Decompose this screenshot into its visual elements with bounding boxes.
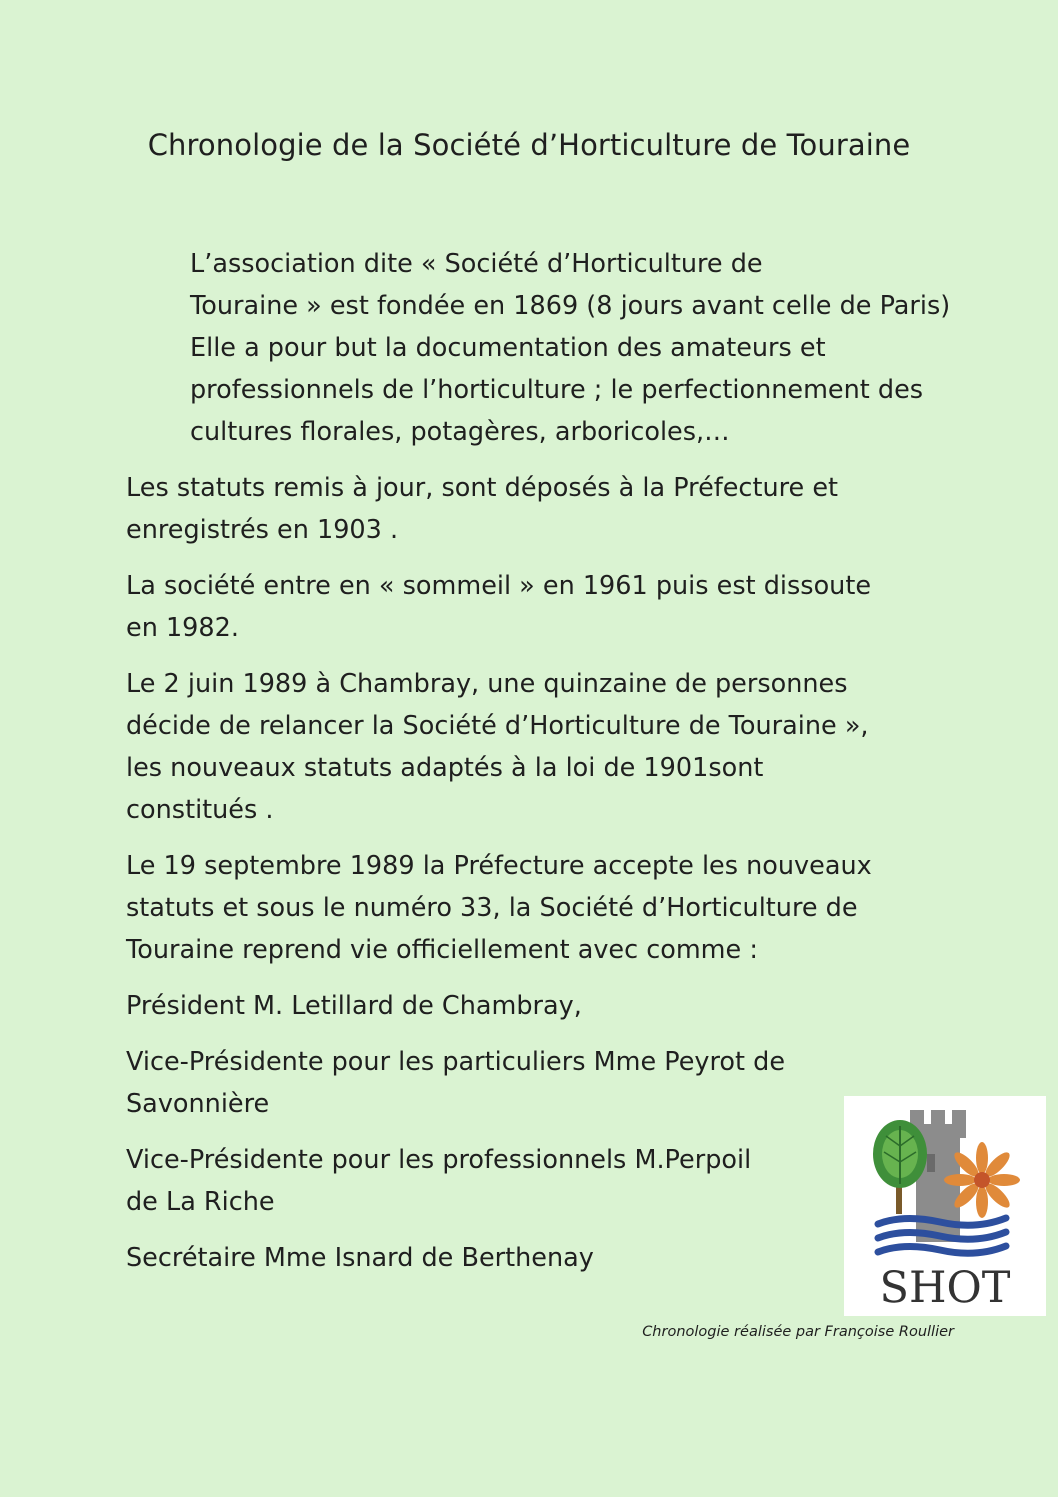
paragraph-line: La société entre en « sommeil » en 1961 puis est dissoute — [126, 571, 872, 601]
paragraph — [126, 243, 951, 453]
paragraph-line: Savonnière — [126, 1089, 270, 1119]
water-waves-icon — [878, 1218, 1006, 1253]
logo-text: SHOT — [879, 1263, 1011, 1313]
paragraph-line: Le 19 septembre 1989 la Préfecture accepte les nouveaux — [126, 851, 872, 881]
shot-logo — [844, 1096, 1046, 1316]
paragraph-line: Président M. Letillard de Chambray, — [126, 991, 582, 1021]
paragraph-line: enregistrés en 1903 . — [126, 515, 399, 545]
paragraph-line: Le 2 juin 1989 à Chambray, une quinzaine de personnes — [126, 669, 848, 699]
paragraph-line: décide de relancer la Société d’Horticulture de Touraine », — [126, 711, 869, 741]
paragraph-line: Secrétaire Mme Isnard de Berthenay — [126, 1243, 594, 1273]
paragraph — [126, 1139, 936, 1223]
logo-graphic — [844, 1096, 1046, 1316]
paragraph-line: de La Riche — [126, 1187, 275, 1217]
paragraph-line: L’association dite « Société d’Horticulture de — [190, 249, 763, 279]
paragraph-line: Touraine reprend vie officiellement avec comme : — [126, 935, 758, 965]
paragraph-line: professionnels de l’horticulture ; le perfectionnement des — [190, 375, 924, 405]
paragraph-line: Les statuts remis à jour, sont déposés à la Préfecture et — [126, 473, 839, 503]
flower-icon — [944, 1142, 1020, 1218]
document-body — [126, 243, 951, 1293]
paragraph — [126, 985, 936, 1027]
paragraph-line: Touraine » est fondée en 1869 (8 jours avant celle de Paris) — [190, 291, 951, 321]
paragraph-line: constitués . — [126, 795, 274, 825]
paragraph-line: Vice-Présidente pour les particuliers Mme Peyrot de — [126, 1047, 786, 1077]
paragraph-line: Vice-Présidente pour les professionnels M.Perpoil — [126, 1145, 752, 1175]
paragraph — [126, 1041, 936, 1125]
paragraph-line: les nouveaux statuts adaptés à la loi de 1901sont — [126, 753, 764, 783]
page-title: Chronologie de la Société d’Horticulture de Touraine — [147, 128, 911, 162]
paragraph — [126, 1237, 936, 1279]
paragraph — [126, 467, 936, 551]
credit-line: Chronologie réalisée par Françoise Roullier — [642, 1324, 954, 1340]
paragraph — [126, 663, 936, 831]
paragraph — [126, 845, 936, 971]
paragraph-line: Elle a pour but la documentation des amateurs et — [190, 333, 826, 363]
paragraph-line: cultures florales, potagères, arboricoles,… — [190, 417, 730, 447]
paragraph — [126, 565, 936, 649]
paragraph-line: en 1982. — [126, 613, 239, 643]
paragraph-line: statuts et sous le numéro 33, la Société d’Horticulture de — [126, 893, 858, 923]
